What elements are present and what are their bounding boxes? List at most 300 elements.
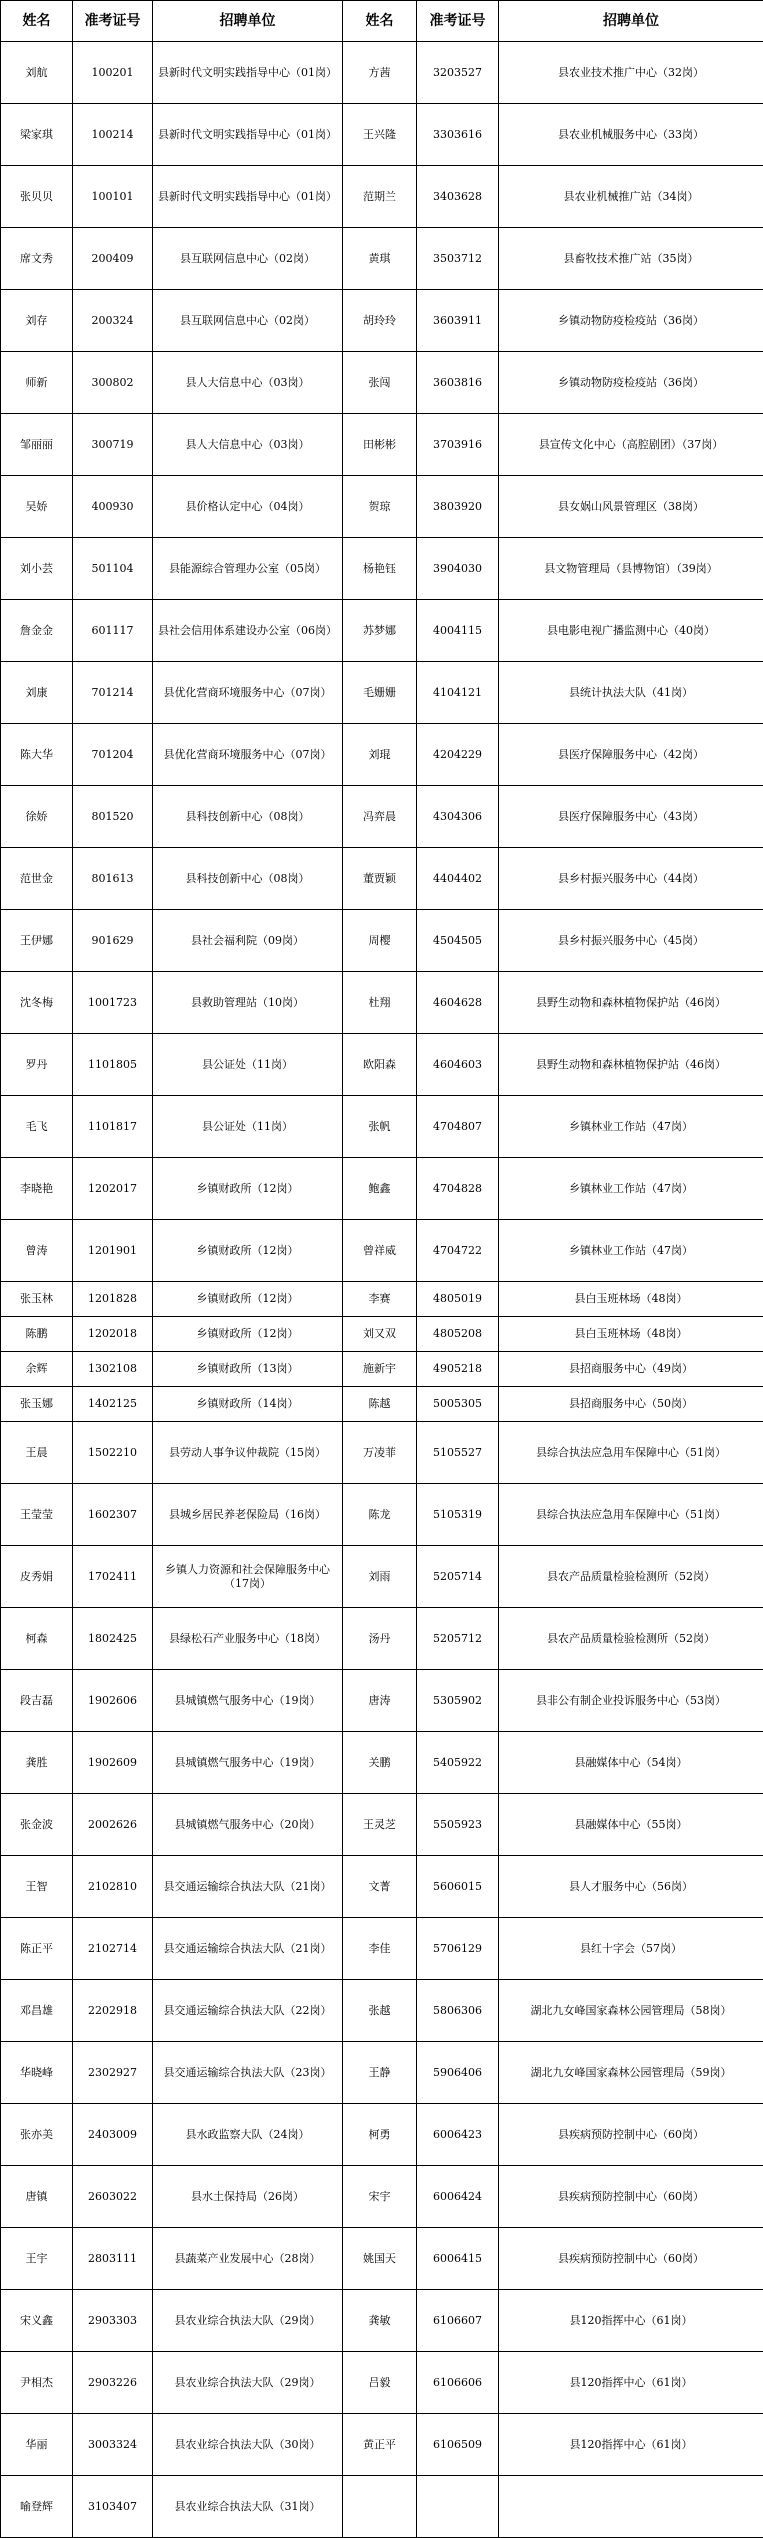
- left-id-cell: 3103407: [73, 2476, 153, 2538]
- left-unit-cell: 县城镇燃气服务中心（19岗）: [153, 1670, 343, 1732]
- right-id-cell: 6006415: [417, 2228, 499, 2290]
- right-name-cell: 黄琪: [343, 228, 417, 290]
- right-id-cell: 4204229: [417, 724, 499, 786]
- right-name-cell: 姚国天: [343, 2228, 417, 2290]
- left-id-cell: 1802425: [73, 1608, 153, 1670]
- left-unit-cell: 县公证处（11岗）: [153, 1034, 343, 1096]
- left-id-cell: 2603022: [73, 2166, 153, 2228]
- right-name-cell: 刘又双: [343, 1317, 417, 1352]
- right-id-cell: 5706129: [417, 1918, 499, 1980]
- header-unit-right: 招聘单位: [499, 1, 763, 42]
- table-row: [1, 662, 763, 724]
- right-unit-cell: 县招商服务中心（49岗）: [499, 1352, 763, 1387]
- left-unit-cell: 县交通运输综合执法大队（21岗）: [153, 1918, 343, 1980]
- right-id-cell: 6106606: [417, 2352, 499, 2414]
- left-id-cell: 1402125: [73, 1387, 153, 1422]
- left-unit-cell: 县人大信息中心（03岗）: [153, 414, 343, 476]
- left-id-cell: 2803111: [73, 2228, 153, 2290]
- left-name-cell: 陈大华: [1, 724, 73, 786]
- left-id-cell: 100101: [73, 166, 153, 228]
- left-unit-cell: 县公证处（11岗）: [153, 1096, 343, 1158]
- left-id-cell: 1502210: [73, 1422, 153, 1484]
- right-unit-cell: 乡镇林业工作站（47岗）: [499, 1220, 763, 1282]
- left-id-cell: 200409: [73, 228, 153, 290]
- left-unit-cell: 乡镇财政所（12岗）: [153, 1282, 343, 1317]
- left-unit-cell: 县城镇燃气服务中心（20岗）: [153, 1794, 343, 1856]
- right-id-cell: 6106607: [417, 2290, 499, 2352]
- right-name-cell: 方茜: [343, 42, 417, 104]
- right-id-cell: 6106509: [417, 2414, 499, 2476]
- left-unit-cell: 县农业综合执法大队（29岗）: [153, 2352, 343, 2414]
- right-id-cell: 3303616: [417, 104, 499, 166]
- left-unit-cell: 县互联网信息中心（02岗）: [153, 290, 343, 352]
- right-name-cell: 周樱: [343, 910, 417, 972]
- left-id-cell: 300719: [73, 414, 153, 476]
- header-name-right: 姓名: [343, 1, 417, 42]
- left-id-cell: 2102714: [73, 1918, 153, 1980]
- left-id-cell: 501104: [73, 538, 153, 600]
- left-name-cell: 陈鹏: [1, 1317, 73, 1352]
- right-name-cell: 王灵芝: [343, 1794, 417, 1856]
- right-id-cell: 6006423: [417, 2104, 499, 2166]
- right-name-cell: 万凌菲: [343, 1422, 417, 1484]
- left-name-cell: 沈冬梅: [1, 972, 73, 1034]
- right-id-cell: 4805019: [417, 1282, 499, 1317]
- left-id-cell: 1702411: [73, 1546, 153, 1608]
- right-name-cell: 苏梦娜: [343, 600, 417, 662]
- left-unit-cell: 县新时代文明实践指导中心（01岗）: [153, 42, 343, 104]
- left-name-cell: 曾涛: [1, 1220, 73, 1282]
- left-unit-cell: 县城乡居民养老保险局（16岗）: [153, 1484, 343, 1546]
- table-row: [1, 724, 763, 786]
- table-row: [1, 2228, 763, 2290]
- table-row: [1, 2042, 763, 2104]
- left-name-cell: 张贝贝: [1, 166, 73, 228]
- right-id-cell: 4504505: [417, 910, 499, 972]
- right-unit-cell: 县白玉班林场（48岗）: [499, 1317, 763, 1352]
- left-id-cell: 2903303: [73, 2290, 153, 2352]
- right-id-cell: 3603911: [417, 290, 499, 352]
- left-unit-cell: 县社会信用体系建设办公室（06岗）: [153, 600, 343, 662]
- left-unit-cell: 县交通运输综合执法大队（22岗）: [153, 1980, 343, 2042]
- right-name-cell: 龚敏: [343, 2290, 417, 2352]
- left-unit-cell: 县交通运输综合执法大队（21岗）: [153, 1856, 343, 1918]
- right-id-cell: 4704807: [417, 1096, 499, 1158]
- left-unit-cell: 县农业综合执法大队（30岗）: [153, 2414, 343, 2476]
- right-name-cell: 冯弈晨: [343, 786, 417, 848]
- header-row: [1, 1, 763, 42]
- table-row: [1, 848, 763, 910]
- table-row: [1, 1546, 763, 1608]
- left-id-cell: 400930: [73, 476, 153, 538]
- right-unit-cell: 湖北九女峰国家森林公园管理局（58岗）: [499, 1980, 763, 2042]
- table-row: [1, 2166, 763, 2228]
- right-id-cell: 4404402: [417, 848, 499, 910]
- right-name-cell: 陈越: [343, 1387, 417, 1422]
- right-unit-cell: 县红十字会（57岗）: [499, 1918, 763, 1980]
- left-id-cell: 1201828: [73, 1282, 153, 1317]
- left-id-cell: 200324: [73, 290, 153, 352]
- right-name-cell: 关鹏: [343, 1732, 417, 1794]
- right-name-cell: 黄正平: [343, 2414, 417, 2476]
- left-id-cell: 1902609: [73, 1732, 153, 1794]
- right-name-cell: 陈龙: [343, 1484, 417, 1546]
- left-unit-cell: 县农业综合执法大队（29岗）: [153, 2290, 343, 2352]
- left-unit-cell: 县能源综合管理办公室（05岗）: [153, 538, 343, 600]
- left-name-cell: 梁家琪: [1, 104, 73, 166]
- left-unit-cell: 县救助管理站（10岗）: [153, 972, 343, 1034]
- left-name-cell: 刘小芸: [1, 538, 73, 600]
- table-row: [1, 2352, 763, 2414]
- left-name-cell: 余辉: [1, 1352, 73, 1387]
- right-unit-cell: 县乡村振兴服务中心（45岗）: [499, 910, 763, 972]
- right-name-cell: 田彬彬: [343, 414, 417, 476]
- left-unit-cell: 县科技创新中心（08岗）: [153, 786, 343, 848]
- left-unit-cell: 县水政监察大队（24岗）: [153, 2104, 343, 2166]
- left-name-cell: 宋义鑫: [1, 2290, 73, 2352]
- right-id-cell: 5405922: [417, 1732, 499, 1794]
- left-name-cell: 邓昌雄: [1, 1980, 73, 2042]
- right-unit-cell: 乡镇动物防疫检疫站（36岗）: [499, 290, 763, 352]
- left-name-cell: 陈正平: [1, 1918, 73, 1980]
- right-id-cell: 3503712: [417, 228, 499, 290]
- right-unit-cell: 湖北九女峰国家森林公园管理局（59岗）: [499, 2042, 763, 2104]
- table-row: [1, 42, 763, 104]
- right-unit-cell: 县野生动物和森林植物保护站（46岗）: [499, 1034, 763, 1096]
- left-name-cell: 师新: [1, 352, 73, 414]
- right-name-cell: 杜翔: [343, 972, 417, 1034]
- left-name-cell: 罗丹: [1, 1034, 73, 1096]
- right-unit-cell: 县医疗保障服务中心（42岗）: [499, 724, 763, 786]
- right-unit-cell: 县乡村振兴服务中心（44岗）: [499, 848, 763, 910]
- left-name-cell: 皮秀娟: [1, 1546, 73, 1608]
- table-row: [1, 1608, 763, 1670]
- table-row: [1, 910, 763, 972]
- right-unit-cell: 县疾病预防控制中心（60岗）: [499, 2166, 763, 2228]
- left-unit-cell: 县蔬菜产业发展中心（28岗）: [153, 2228, 343, 2290]
- right-unit-cell: 县白玉班林场（48岗）: [499, 1282, 763, 1317]
- left-name-cell: 柯森: [1, 1608, 73, 1670]
- right-unit-cell: 县人才服务中心（56岗）: [499, 1856, 763, 1918]
- left-name-cell: 刘康: [1, 662, 73, 724]
- right-unit-cell: 县疾病预防控制中心（60岗）: [499, 2228, 763, 2290]
- left-id-cell: 1101817: [73, 1096, 153, 1158]
- right-unit-cell: [499, 2476, 763, 2538]
- left-id-cell: 1201901: [73, 1220, 153, 1282]
- right-id-cell: 3703916: [417, 414, 499, 476]
- right-id-cell: 4004115: [417, 600, 499, 662]
- left-id-cell: 901629: [73, 910, 153, 972]
- right-id-cell: 4304306: [417, 786, 499, 848]
- table-row: [1, 1484, 763, 1546]
- left-id-cell: 801613: [73, 848, 153, 910]
- table-row: [1, 352, 763, 414]
- left-id-cell: 1202017: [73, 1158, 153, 1220]
- table-row: [1, 1794, 763, 1856]
- right-id-cell: 4704828: [417, 1158, 499, 1220]
- right-id-cell: 5005305: [417, 1387, 499, 1422]
- right-id-cell: 5606015: [417, 1856, 499, 1918]
- table-row: [1, 1096, 763, 1158]
- left-name-cell: 邹丽丽: [1, 414, 73, 476]
- right-name-cell: 施新宇: [343, 1352, 417, 1387]
- left-name-cell: 张金波: [1, 1794, 73, 1856]
- table-row: [1, 1980, 763, 2042]
- right-id-cell: 3803920: [417, 476, 499, 538]
- right-name-cell: 王静: [343, 2042, 417, 2104]
- right-name-cell: 文菁: [343, 1856, 417, 1918]
- right-name-cell: 吕毅: [343, 2352, 417, 2414]
- right-name-cell: [343, 2476, 417, 2538]
- right-unit-cell: 县畜牧技术推广站（35岗）: [499, 228, 763, 290]
- right-unit-cell: 县农业机械服务中心（33岗）: [499, 104, 763, 166]
- right-unit-cell: 县疾病预防控制中心（60岗）: [499, 2104, 763, 2166]
- table-row: [1, 1317, 763, 1352]
- table-row: [1, 1220, 763, 1282]
- right-unit-cell: 县综合执法应急用车保障中心（51岗）: [499, 1484, 763, 1546]
- left-id-cell: 1902606: [73, 1670, 153, 1732]
- right-unit-cell: 县非公有制企业投诉服务中心（53岗）: [499, 1670, 763, 1732]
- left-unit-cell: 县城镇燃气服务中心（19岗）: [153, 1732, 343, 1794]
- right-unit-cell: 县农业机械推广站（34岗）: [499, 166, 763, 228]
- right-id-cell: 5305902: [417, 1670, 499, 1732]
- right-unit-cell: 县120指挥中心（61岗）: [499, 2414, 763, 2476]
- left-id-cell: 100214: [73, 104, 153, 166]
- right-id-cell: 5205714: [417, 1546, 499, 1608]
- right-id-cell: 4604628: [417, 972, 499, 1034]
- header-unit-left: 招聘单位: [153, 1, 343, 42]
- right-name-cell: 汤丹: [343, 1608, 417, 1670]
- left-name-cell: 尹相杰: [1, 2352, 73, 2414]
- table-row: [1, 1282, 763, 1317]
- left-name-cell: 詹金金: [1, 600, 73, 662]
- right-id-cell: 3904030: [417, 538, 499, 600]
- header-id-right: 准考证号: [417, 1, 499, 42]
- left-id-cell: 601117: [73, 600, 153, 662]
- left-id-cell: 3003324: [73, 2414, 153, 2476]
- right-unit-cell: 乡镇动物防疫检疫站（36岗）: [499, 352, 763, 414]
- left-unit-cell: 县劳动人事争议仲裁院（15岗）: [153, 1422, 343, 1484]
- right-unit-cell: 县综合执法应急用车保障中心（51岗）: [499, 1422, 763, 1484]
- right-unit-cell: 县农业技术推广中心（32岗）: [499, 42, 763, 104]
- table-row: [1, 1732, 763, 1794]
- left-id-cell: 801520: [73, 786, 153, 848]
- left-id-cell: 300802: [73, 352, 153, 414]
- table-row: [1, 1422, 763, 1484]
- table-row: [1, 228, 763, 290]
- left-name-cell: 段吉磊: [1, 1670, 73, 1732]
- table-row: [1, 1670, 763, 1732]
- table-row: [1, 414, 763, 476]
- right-id-cell: 5105527: [417, 1422, 499, 1484]
- left-id-cell: 2302927: [73, 2042, 153, 2104]
- table-row: [1, 786, 763, 848]
- table-row: [1, 1158, 763, 1220]
- left-id-cell: 1202018: [73, 1317, 153, 1352]
- right-name-cell: 曾祥威: [343, 1220, 417, 1282]
- left-unit-cell: 乡镇财政所（12岗）: [153, 1220, 343, 1282]
- right-name-cell: 胡玲玲: [343, 290, 417, 352]
- header-id-left: 准考证号: [73, 1, 153, 42]
- right-unit-cell: 县宣传文化中心（高腔剧团）（37岗）: [499, 414, 763, 476]
- left-name-cell: 王莹莹: [1, 1484, 73, 1546]
- table-row: [1, 476, 763, 538]
- right-unit-cell: 乡镇林业工作站（47岗）: [499, 1158, 763, 1220]
- right-unit-cell: 乡镇林业工作站（47岗）: [499, 1096, 763, 1158]
- right-name-cell: 范期兰: [343, 166, 417, 228]
- right-name-cell: 张闯: [343, 352, 417, 414]
- right-unit-cell: 县招商服务中心（50岗）: [499, 1387, 763, 1422]
- right-id-cell: 5505923: [417, 1794, 499, 1856]
- left-name-cell: 唐镇: [1, 2166, 73, 2228]
- left-unit-cell: 乡镇财政所（13岗）: [153, 1352, 343, 1387]
- right-id-cell: 3403628: [417, 166, 499, 228]
- left-unit-cell: 乡镇财政所（14岗）: [153, 1387, 343, 1422]
- left-unit-cell: 乡镇财政所（12岗）: [153, 1158, 343, 1220]
- right-unit-cell: 县农产品质量检验检测所（52岗）: [499, 1608, 763, 1670]
- right-unit-cell: 县文物管理局（县博物馆）（39岗）: [499, 538, 763, 600]
- right-name-cell: 宋宇: [343, 2166, 417, 2228]
- left-id-cell: 1302108: [73, 1352, 153, 1387]
- table-row: [1, 1034, 763, 1096]
- left-unit-cell: 县新时代文明实践指导中心（01岗）: [153, 104, 343, 166]
- left-name-cell: 张亦美: [1, 2104, 73, 2166]
- right-name-cell: 董贾颖: [343, 848, 417, 910]
- left-unit-cell: 县优化营商环境服务中心（07岗）: [153, 724, 343, 786]
- right-name-cell: 李赛: [343, 1282, 417, 1317]
- right-unit-cell: 县电影电视广播监测中心（40岗）: [499, 600, 763, 662]
- left-name-cell: 刘航: [1, 42, 73, 104]
- table-row: [1, 1856, 763, 1918]
- table-row: [1, 2476, 763, 2538]
- right-id-cell: 4104121: [417, 662, 499, 724]
- left-name-cell: 毛飞: [1, 1096, 73, 1158]
- left-name-cell: 李晓艳: [1, 1158, 73, 1220]
- left-unit-cell: 县农业综合执法大队（31岗）: [153, 2476, 343, 2538]
- right-unit-cell: 县120指挥中心（61岗）: [499, 2290, 763, 2352]
- table-row: [1, 1918, 763, 1980]
- right-id-cell: 6006424: [417, 2166, 499, 2228]
- right-name-cell: 王兴隆: [343, 104, 417, 166]
- right-unit-cell: 县农产品质量检验检测所（52岗）: [499, 1546, 763, 1608]
- table-row: [1, 2104, 763, 2166]
- left-unit-cell: 县社会福利院（09岗）: [153, 910, 343, 972]
- left-id-cell: 2102810: [73, 1856, 153, 1918]
- right-id-cell: 3203527: [417, 42, 499, 104]
- right-id-cell: 3603816: [417, 352, 499, 414]
- right-id-cell: 5906406: [417, 2042, 499, 2104]
- right-name-cell: 李佳: [343, 1918, 417, 1980]
- table-row: [1, 538, 763, 600]
- right-name-cell: 张帆: [343, 1096, 417, 1158]
- right-name-cell: 刘雨: [343, 1546, 417, 1608]
- left-id-cell: 2903226: [73, 2352, 153, 2414]
- right-id-cell: 4604603: [417, 1034, 499, 1096]
- right-unit-cell: 县融媒体中心（55岗）: [499, 1794, 763, 1856]
- left-name-cell: 席文秀: [1, 228, 73, 290]
- left-name-cell: 范世金: [1, 848, 73, 910]
- left-name-cell: 华丽: [1, 2414, 73, 2476]
- right-unit-cell: 县统计执法大队（41岗）: [499, 662, 763, 724]
- left-unit-cell: 乡镇财政所（12岗）: [153, 1317, 343, 1352]
- left-name-cell: 王晨: [1, 1422, 73, 1484]
- left-id-cell: 1001723: [73, 972, 153, 1034]
- header-name-left: 姓名: [1, 1, 73, 42]
- left-unit-cell: 县新时代文明实践指导中心（01岗）: [153, 166, 343, 228]
- right-name-cell: 毛姗姗: [343, 662, 417, 724]
- left-name-cell: 华晓峰: [1, 2042, 73, 2104]
- right-id-cell: 4905218: [417, 1352, 499, 1387]
- left-id-cell: 701204: [73, 724, 153, 786]
- left-name-cell: 王智: [1, 1856, 73, 1918]
- left-id-cell: 2202918: [73, 1980, 153, 2042]
- left-id-cell: 1602307: [73, 1484, 153, 1546]
- left-unit-cell: 县优化营商环境服务中心（07岗）: [153, 662, 343, 724]
- left-unit-cell: 县交通运输综合执法大队（23岗）: [153, 2042, 343, 2104]
- left-id-cell: 100201: [73, 42, 153, 104]
- table-row: [1, 2414, 763, 2476]
- left-name-cell: 王宇: [1, 2228, 73, 2290]
- left-name-cell: 张玉林: [1, 1282, 73, 1317]
- right-name-cell: 张越: [343, 1980, 417, 2042]
- left-unit-cell: 乡镇人力资源和社会保障服务中心（17岗）: [153, 1546, 343, 1608]
- table-row: [1, 104, 763, 166]
- left-unit-cell: 县绿松石产业服务中心（18岗）: [153, 1608, 343, 1670]
- table-row: [1, 2290, 763, 2352]
- left-unit-cell: 县价格认定中心（04岗）: [153, 476, 343, 538]
- table-row: [1, 1352, 763, 1387]
- table-row: [1, 600, 763, 662]
- left-id-cell: 2002626: [73, 1794, 153, 1856]
- left-unit-cell: 县互联网信息中心（02岗）: [153, 228, 343, 290]
- right-unit-cell: 县医疗保障服务中心（43岗）: [499, 786, 763, 848]
- left-unit-cell: 县人大信息中心（03岗）: [153, 352, 343, 414]
- table-row: [1, 166, 763, 228]
- right-unit-cell: 县120指挥中心（61岗）: [499, 2352, 763, 2414]
- right-id-cell: 5105319: [417, 1484, 499, 1546]
- left-id-cell: 701214: [73, 662, 153, 724]
- right-name-cell: 欧阳森: [343, 1034, 417, 1096]
- table-row: [1, 290, 763, 352]
- left-unit-cell: 县科技创新中心（08岗）: [153, 848, 343, 910]
- right-id-cell: 5205712: [417, 1608, 499, 1670]
- right-name-cell: 刘琨: [343, 724, 417, 786]
- table-row: [1, 1387, 763, 1422]
- right-name-cell: 贺琼: [343, 476, 417, 538]
- left-name-cell: 吴娇: [1, 476, 73, 538]
- left-id-cell: 1101805: [73, 1034, 153, 1096]
- left-name-cell: 刘存: [1, 290, 73, 352]
- right-id-cell: 5806306: [417, 1980, 499, 2042]
- right-id-cell: 4704722: [417, 1220, 499, 1282]
- left-name-cell: 王伊娜: [1, 910, 73, 972]
- right-id-cell: 4805208: [417, 1317, 499, 1352]
- right-name-cell: 鲍鑫: [343, 1158, 417, 1220]
- right-unit-cell: 县女娲山风景管理区（38岗）: [499, 476, 763, 538]
- right-unit-cell: 县野生动物和森林植物保护站（46岗）: [499, 972, 763, 1034]
- right-name-cell: 杨艳钰: [343, 538, 417, 600]
- right-name-cell: 唐涛: [343, 1670, 417, 1732]
- right-unit-cell: 县融媒体中心（54岗）: [499, 1732, 763, 1794]
- left-id-cell: 2403009: [73, 2104, 153, 2166]
- left-name-cell: 徐娇: [1, 786, 73, 848]
- right-name-cell: 柯勇: [343, 2104, 417, 2166]
- left-unit-cell: 县水土保持局（26岗）: [153, 2166, 343, 2228]
- left-name-cell: 张玉娜: [1, 1387, 73, 1422]
- left-name-cell: 喻登辉: [1, 2476, 73, 2538]
- left-name-cell: 龚胜: [1, 1732, 73, 1794]
- right-id-cell: [417, 2476, 499, 2538]
